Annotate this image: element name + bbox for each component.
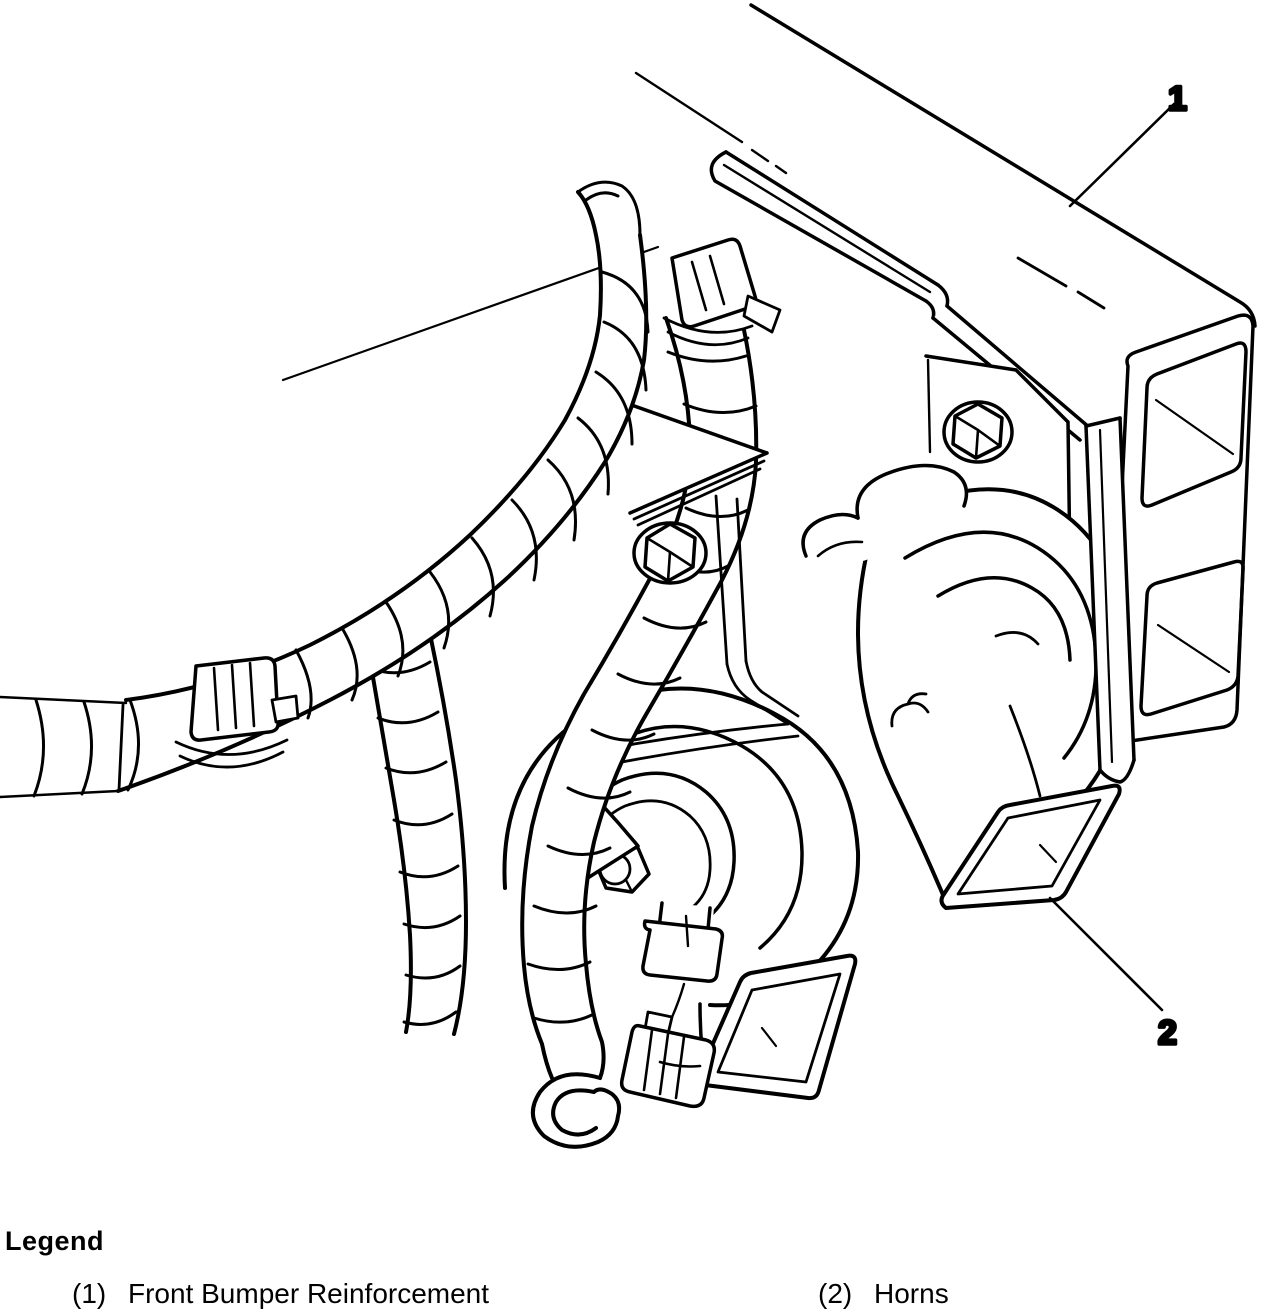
callout-1-label: 1	[1168, 80, 1187, 118]
harness-hose-end-hook	[533, 1074, 619, 1147]
callout-2	[1050, 898, 1177, 1052]
legend-item-2-label: Horns	[874, 1278, 949, 1309]
legend-item-1-label: Front Bumper Reinforcement	[128, 1278, 490, 1309]
leader-line-1	[1070, 104, 1174, 206]
legend-item-1	[72, 1278, 489, 1310]
legend-item-2-number: (2)	[818, 1278, 853, 1309]
bracket-bolt-upper	[944, 402, 1012, 462]
legend-item-1-number: (1)	[72, 1278, 107, 1309]
leader-line-2	[1050, 898, 1162, 1010]
callout-1	[1070, 80, 1187, 206]
bracket-bolt-lower	[634, 523, 706, 583]
harness-branch-hose	[368, 634, 466, 1039]
callout-2-label: 2	[1158, 1014, 1177, 1052]
horn-lower-terminal-stem	[643, 902, 723, 1026]
legend-item-2	[818, 1278, 949, 1310]
legend-heading: Legend	[5, 1226, 105, 1256]
